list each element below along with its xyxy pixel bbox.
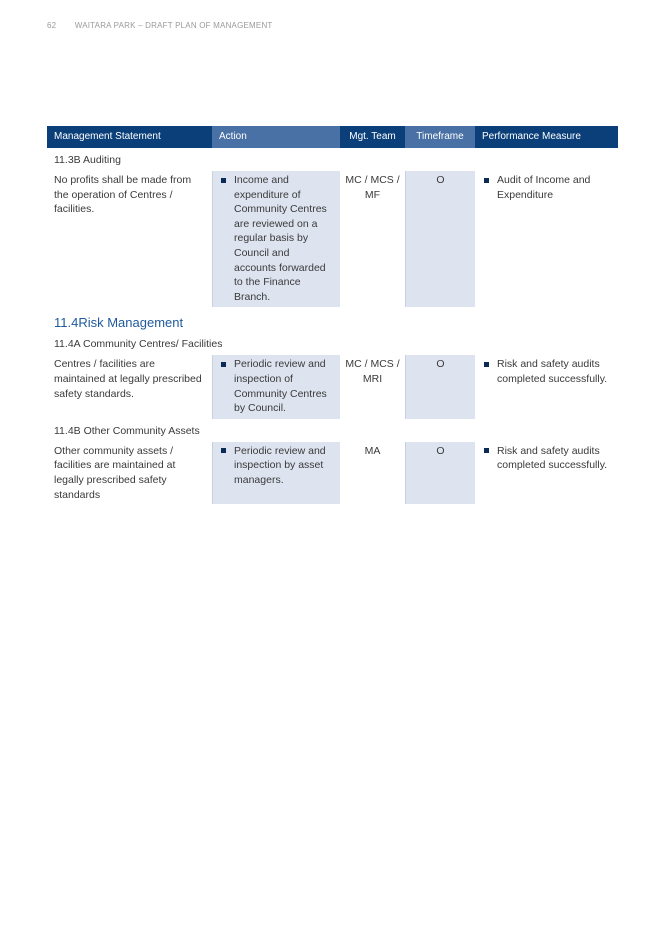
header-timeframe: Timeframe: [405, 126, 475, 148]
action-text: Periodic review and inspection by asset managers.: [234, 444, 326, 486]
action-cell: [212, 442, 340, 504]
timeframe-cell: O: [405, 171, 475, 307]
header-performance-measure: Performance Measure: [482, 131, 581, 142]
management-statement-cell: Other community assets / facilities are maintained at legally prescribed safety standards: [54, 444, 176, 501]
square-bullet-icon: [484, 178, 489, 183]
measure-text: Risk and safety audits completed successfully.: [497, 358, 608, 385]
performance-measure-cell: [475, 355, 618, 418]
header-mgt-team: Mgt. Team: [349, 131, 396, 142]
table-row: [47, 442, 618, 504]
table-header-row: [47, 126, 618, 148]
action-cell: [212, 171, 340, 307]
header-action: Action: [212, 126, 340, 148]
management-statement-cell: Centres / facilities are maintained at legally prescribed safety standards.: [54, 358, 202, 400]
table-row: [47, 171, 618, 307]
square-bullet-icon: [221, 448, 226, 453]
mgt-team-cell: MA: [364, 444, 381, 457]
square-bullet-icon: [221, 362, 226, 367]
section-heading-risk-management: 11.4Risk Management: [54, 315, 184, 331]
performance-measure-cell: [475, 442, 618, 504]
square-bullet-icon: [484, 362, 489, 367]
bullet-item: [482, 173, 614, 202]
mgt-team-cell: MC / MCS / MRI: [345, 358, 400, 385]
square-bullet-icon: [484, 448, 489, 453]
bullet-item: [219, 444, 334, 488]
bullet-item: [219, 357, 334, 415]
measure-text: Risk and safety audits completed successfully.: [497, 444, 608, 472]
bullet-item: [482, 444, 614, 473]
mgt-team-cell: MC / MCS / MF: [345, 174, 400, 201]
subheading-community-centres: 11.4A Community Centres/ Facilities: [54, 338, 223, 351]
timeframe-cell: O: [405, 355, 475, 418]
header-management-statement: Management Statement: [54, 131, 161, 142]
bullet-item: [219, 173, 334, 304]
timeframe-cell: O: [405, 442, 475, 504]
subheading-auditing: 11.3B Auditing: [54, 154, 121, 166]
bullet-item: [482, 357, 614, 386]
performance-measure-cell: [475, 171, 618, 307]
action-cell: [212, 355, 340, 418]
action-text: Periodic review and inspection of Community Centres by Council.: [234, 358, 327, 415]
subheading-other-assets: 11.4B Other Community Assets: [54, 424, 200, 437]
document-title: WAITARA PARK – DRAFT PLAN OF MANAGEMENT: [74, 21, 273, 30]
management-statement-cell: No profits shall be made from the operation of Centres / facilities.: [54, 174, 192, 216]
running-header: [47, 21, 273, 30]
management-table: [47, 126, 618, 504]
table-row: [47, 355, 618, 418]
action-text: Income and expenditure of Community Centres are reviewed on a regular basis by Council and accounts forwarded to the Finance Branch.: [234, 174, 327, 303]
measure-text: Audit of Income and Expenditure: [497, 174, 591, 201]
page-number: 62: [47, 21, 57, 30]
square-bullet-icon: [221, 178, 226, 183]
